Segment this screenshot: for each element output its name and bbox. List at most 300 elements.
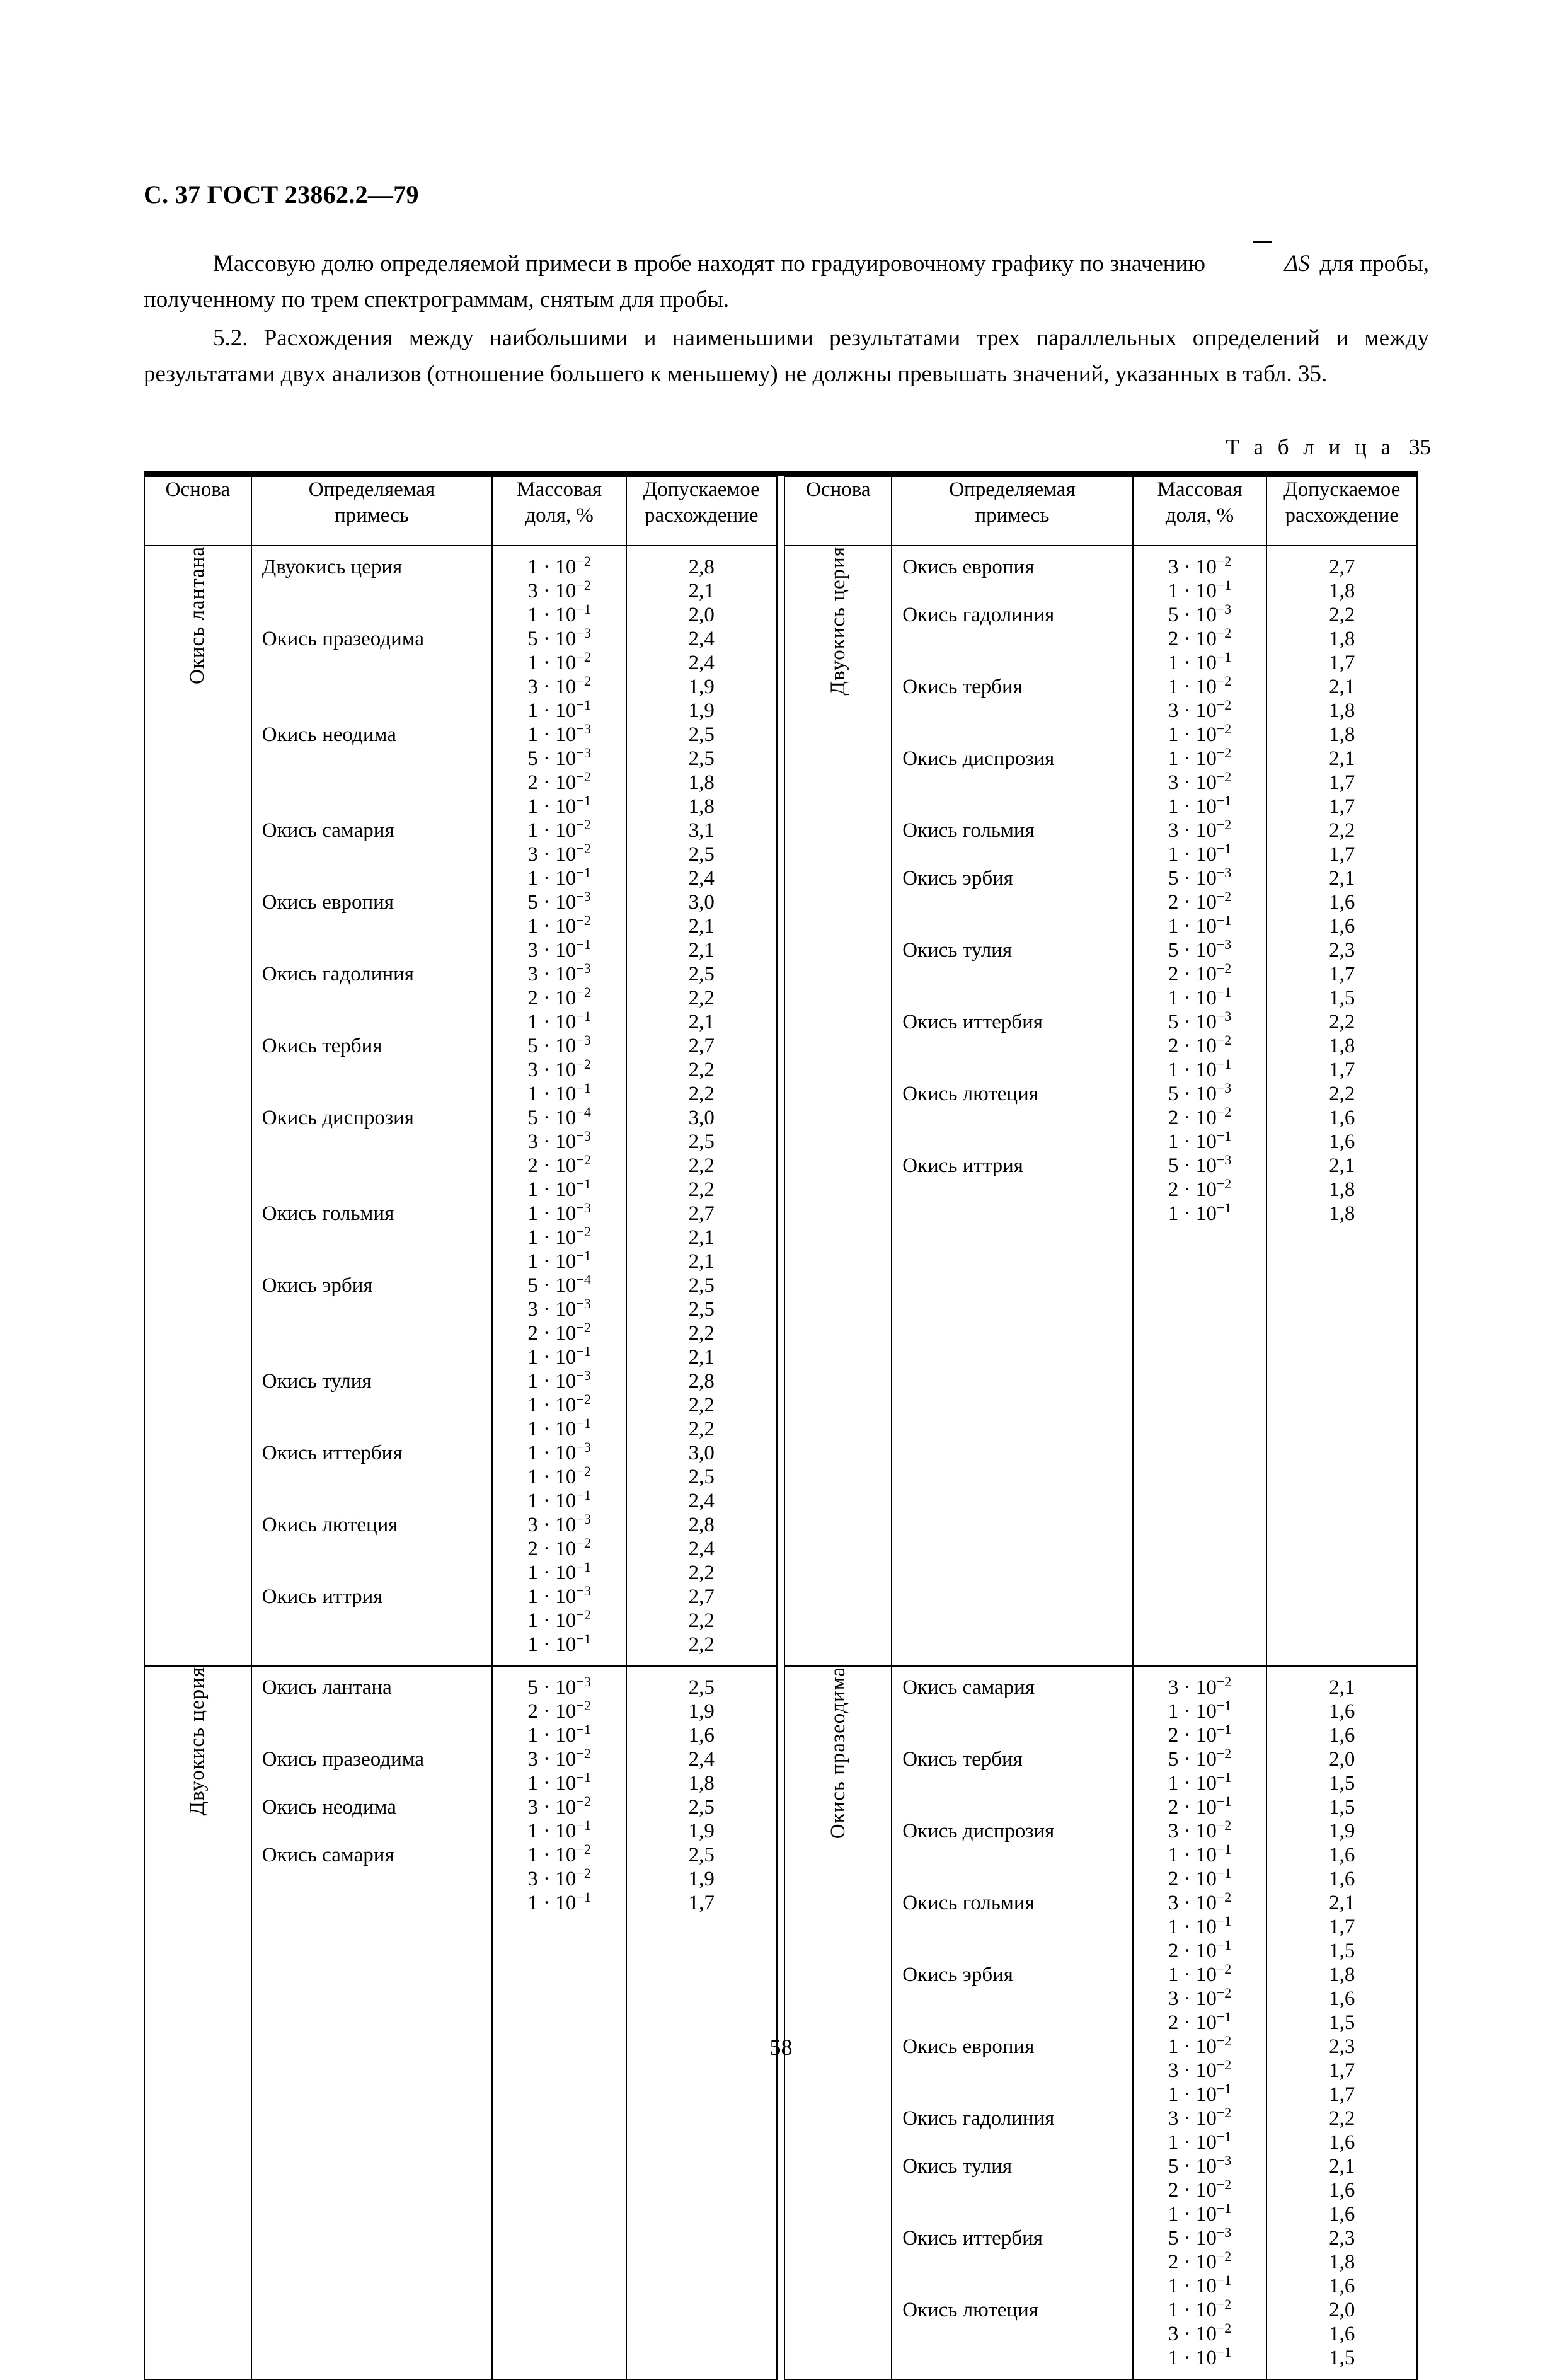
mass-fraction-value: $2 \cdot 10^{-2}$ [527,986,591,1009]
impurity-name: Окись диспрозия [902,1820,1055,1842]
mass-fraction-value: $2 \cdot 10^{-2}$ [1168,962,1232,986]
mass-fraction-value: $2 \cdot 10^{-2}$ [1168,627,1232,650]
impurity-name: Окись тулия [902,939,1013,962]
impurity-name [892,1915,1132,1939]
allowed-divergence-value: 1,9 [688,1868,715,1890]
impurity-name [892,795,1132,819]
impurity-name: Окись лантана [261,1676,392,1699]
impurity-name [892,1771,1132,1795]
allowed-divergence-value: 1,9 [688,1700,715,1723]
impurity-name [892,2130,1132,2154]
header-row [144,476,1417,546]
mass-fraction-value: $1 \cdot 10^{-1}$ [527,1723,591,1747]
impurity-name [892,2346,1132,2370]
mass-fraction-value: $2 \cdot 10^{-2}$ [1168,1106,1232,1129]
mass-fraction-value: $3 \cdot 10^{-2}$ [527,842,591,866]
mass-fraction-value: $5 \cdot 10^{-3}$ [527,890,591,914]
allowed-divergence-value: 2,5 [688,843,715,866]
allowed-divergence-value: 1,9 [688,1820,715,1842]
header-rash-right-line1: Допускаемое [1283,478,1401,501]
allowed-divergence-value: 1,5 [1329,1796,1355,1819]
mass-fraction-value: $1 \cdot 10^{-3}$ [527,1369,591,1393]
base-material-cell [144,1666,251,2379]
impurity-name [892,2322,1132,2346]
mass-fraction-value: $3 \cdot 10^{-2}$ [527,579,591,602]
impurity-name: Окись иттербия [902,1011,1043,1033]
impurity-column-left [251,1666,493,2379]
impurity-name: Окись тулия [902,2155,1013,2178]
allowed-divergence-value: 2,2 [688,987,715,1009]
mass-fraction-value: $5 \cdot 10^{-4}$ [527,1106,591,1129]
table-caption-number: 35 [1409,435,1431,459]
mass-fraction-value: $3 \cdot 10^{-2}$ [1168,1819,1232,1842]
impurity-name [892,651,1132,675]
mass-fraction-value: $2 \cdot 10^{-2}$ [527,771,591,794]
mass-fraction-value: $3 \cdot 10^{-2}$ [1168,1676,1232,1699]
mass-fraction-value: $1 \cdot 10^{-1}$ [1168,1202,1232,1225]
impurity-name [252,1561,492,1585]
allowed-divergence-value: 1,9 [1329,1820,1355,1842]
mass-fraction-value: $3 \cdot 10^{-2}$ [1168,555,1232,578]
mass-fraction-value: $5 \cdot 10^{-3}$ [527,1034,591,1057]
header-rash-left-line2: расхождение [645,504,759,527]
table-section-row [144,1666,1417,2379]
mass-fraction-value: $2 \cdot 10^{-1}$ [1168,1867,1232,1890]
mass-fraction-value: $1 \cdot 10^{-1}$ [1168,914,1232,938]
mass-fraction-value: $3 \cdot 10^{-2}$ [1168,1891,1232,1914]
impurity-name [892,890,1132,914]
mass-fraction-value: $3 \cdot 10^{-1}$ [527,938,591,962]
impurity-name: Окись лютеция [261,1514,398,1536]
impurity-name [252,771,492,795]
divergence-column-right [1266,546,1417,1666]
header-dolya-left-line2: доля, % [525,504,594,527]
allowed-divergence-value: 2,4 [688,1748,715,1771]
impurity-name [892,842,1132,866]
impurity-name [892,1178,1132,1202]
allowed-divergence-value: 2,0 [1329,2299,1355,2321]
allowed-divergence-value: 2,4 [688,867,715,890]
mass-fraction-column-right [1133,1666,1267,2379]
mass-fraction-value: $5 \cdot 10^{-3}$ [1168,2226,1232,2250]
allowed-divergence-value: 1,6 [1329,1107,1355,1129]
allowed-divergence-value: 1,7 [1329,1059,1355,1081]
header-dolya-right-line1: Массовая [1157,478,1243,501]
mass-fraction-value: $1 \cdot 10^{-3}$ [527,723,591,746]
allowed-divergence-value: 1,5 [1329,987,1355,1009]
impurity-name [892,1699,1132,1723]
impurity-name: Окись лютеция [902,1083,1038,1105]
mass-fraction-value: $1 \cdot 10^{-1}$ [527,795,591,818]
mass-fraction-value: $5 \cdot 10^{-3}$ [1168,1082,1232,1105]
allowed-divergence-value: 2,0 [1329,1748,1355,1771]
mass-fraction-column-left [492,1666,626,2379]
impurity-name [252,579,492,603]
mass-fraction-value: $1 \cdot 10^{-2}$ [527,1393,591,1417]
mass-fraction-value: $2 \cdot 10^{-2}$ [527,1154,591,1177]
impurity-column-right [892,546,1133,1666]
impurity-name [252,1771,492,1795]
allowed-divergence-value: 1,7 [1329,2059,1355,2082]
mass-fraction-value: $1 \cdot 10^{-2}$ [527,1843,591,1866]
allowed-divergence-value: 1,6 [1329,2323,1355,2345]
impurity-name: Двуокись церия [261,556,403,578]
allowed-divergence-value: 2,1 [688,580,715,602]
allowed-divergence-value: 2,7 [1329,556,1355,578]
allowed-divergence-value: 2,2 [688,1083,715,1105]
mass-fraction-value: $2 \cdot 10^{-2}$ [527,1537,591,1560]
allowed-divergence-value: 2,1 [1329,1154,1355,1177]
allowed-divergence-value: 2,5 [688,1466,715,1488]
impurity-name [892,2274,1132,2298]
allowed-divergence-value: 1,6 [1329,1844,1355,1866]
mass-fraction-value: $1 \cdot 10^{-2}$ [527,1226,591,1249]
mass-fraction-value: $5 \cdot 10^{-3}$ [1168,1154,1232,1177]
impurity-name [252,914,492,938]
impurity-name [892,1058,1132,1082]
mass-fraction-value: $1 \cdot 10^{-1}$ [527,1345,591,1369]
allowed-divergence-value: 3,0 [688,1442,715,1464]
impurity-name: Окись тербия [902,1748,1023,1771]
impurity-name [252,1609,492,1633]
impurity-name [892,1843,1132,1867]
impurity-name [252,1699,492,1723]
mass-fraction-value: $2 \cdot 10^{-2}$ [527,1321,591,1345]
header-dolya-left-line1: Массовая [517,478,602,501]
base-material-cell [144,546,251,1666]
allowed-divergence-value: 2,0 [688,604,715,626]
impurity-name: Окись гадолиния [261,963,414,986]
impurity-name: Окись диспрозия [902,747,1055,770]
mass-fraction-value: $3 \cdot 10^{-2}$ [1168,771,1232,794]
allowed-divergence-value: 3,0 [688,1107,715,1129]
impurity-name: Окись диспрозия [261,1107,414,1129]
impurity-name: Окись гадолиния [902,604,1055,626]
impurity-name [892,1939,1132,1963]
header-primes-left [251,476,493,546]
table-section-row [144,546,1417,1666]
mass-fraction-value: $1 \cdot 10^{-2}$ [527,651,591,674]
divergence-column-left [626,1666,777,2379]
mass-fraction-value: $1 \cdot 10^{-3}$ [527,1441,591,1464]
divergence-column-left [626,546,777,1666]
mass-fraction-value: $3 \cdot 10^{-2}$ [1168,1987,1232,2010]
allowed-divergence-value: 2,1 [1329,2155,1355,2178]
allowed-divergence-value: 1,8 [1329,628,1355,650]
impurity-name [252,986,492,1010]
impurity-name [252,1345,492,1369]
impurity-name: Окись иттрия [902,1154,1023,1177]
base-material-cell [784,1666,892,2379]
mass-fraction-value: $1 \cdot 10^{-1}$ [1168,1843,1232,1866]
impurity-name [892,914,1132,938]
impurity-name [892,2083,1132,2107]
impurity-name [892,1106,1132,1130]
allowed-divergence-value: 2,5 [688,1274,715,1297]
allowed-divergence-value: 2,1 [688,1250,715,1273]
page-number: 58 [769,2035,793,2060]
allowed-divergence-value: 2,7 [688,1035,715,1057]
mass-fraction-value: $3 \cdot 10^{-2}$ [527,1867,591,1890]
mass-fraction-value: $1 \cdot 10^{-1}$ [1168,2346,1232,2369]
impurity-name [892,2250,1132,2274]
allowed-divergence-value: 2,1 [688,1226,715,1249]
impurity-name: Окись европия [261,891,394,914]
impurity-name [252,1393,492,1417]
mass-fraction-value: $1 \cdot 10^{-3}$ [527,1202,591,1225]
mass-fraction-value: $1 \cdot 10^{-1}$ [527,1417,591,1440]
allowed-divergence-value: 1,8 [1329,699,1355,722]
allowed-divergence-value: 3,0 [688,891,715,914]
allowed-divergence-value: 1,8 [688,771,715,794]
impurity-name [892,771,1132,795]
impurity-name: Окись гольмия [902,819,1035,842]
allowed-divergence-value: 2,5 [688,723,715,746]
impurity-name [892,699,1132,723]
allowed-divergence-value: 1,6 [1329,1987,1355,2010]
allowed-divergence-value: 1,6 [1329,1700,1355,1723]
impurity-name [892,1130,1132,1154]
allowed-divergence-value: 2,2 [1329,2107,1355,2130]
impurity-name: Окись европия [902,2035,1035,2058]
mass-fraction-value: $5 \cdot 10^{-3}$ [1168,866,1232,890]
allowed-divergence-value: 1,6 [1329,2203,1355,2226]
mass-fraction-value: $5 \cdot 10^{-3}$ [527,1676,591,1699]
impurity-name: Окись празеодима [261,1748,425,1771]
allowed-divergence-value: 1,6 [1329,1724,1355,1747]
impurity-column-left [251,546,493,1666]
allowed-divergence-value: 1,6 [1329,915,1355,938]
allowed-divergence-value: 1,9 [688,699,715,722]
allowed-divergence-value: 2,7 [688,1585,715,1608]
table-35 [144,476,1418,2380]
allowed-divergence-value: 2,3 [1329,939,1355,962]
allowed-divergence-value: 2,1 [688,1346,715,1369]
allowed-divergence-value: 2,4 [688,652,715,674]
impurity-name [252,1723,492,1747]
allowed-divergence-value: 2,1 [1329,867,1355,890]
mass-fraction-value: $1 \cdot 10^{-1}$ [527,1819,591,1842]
paragraph-5-2: 5.2. Расхождения между наибольшими и наименьшими результатами трех параллельных определений и между результатами двух анализов (отношение большего к меньшему) не должны превышать значений, указанных в табл. 35. [144,325,1429,387]
impurity-name: Окись неодима [261,1796,396,1819]
allowed-divergence-value: 1,8 [688,795,715,818]
allowed-divergence-value: 2,5 [688,1298,715,1321]
impurity-name [252,1082,492,1106]
allowed-divergence-value: 1,8 [1329,1035,1355,1057]
mass-fraction-value: $1 \cdot 10^{-2}$ [1168,2298,1232,2321]
allowed-divergence-value: 2,2 [688,1178,715,1201]
header-primes-right [892,476,1133,546]
header-primes-left-line2: примесь [335,504,409,527]
impurity-name [252,1321,492,1345]
mass-fraction-value: $2 \cdot 10^{-2}$ [1168,2250,1232,2274]
mass-fraction-value: $1 \cdot 10^{-1}$ [527,1633,591,1656]
allowed-divergence-value: 1,8 [1329,1202,1355,1225]
impurity-name: Окись тербия [261,1035,382,1057]
mass-fraction-value: $1 \cdot 10^{-2}$ [1168,747,1232,770]
allowed-divergence-value: 2,4 [688,1490,715,1512]
allowed-divergence-value: 2,5 [688,963,715,986]
impurity-name [892,723,1132,747]
impurity-name [252,795,492,819]
header-rash-right-line2: расхождение [1285,504,1399,527]
allowed-divergence-value: 1,5 [1329,2347,1355,2369]
mass-fraction-value: $3 \cdot 10^{-2}$ [527,1795,591,1819]
allowed-divergence-value: 2,2 [688,1394,715,1417]
allowed-divergence-value: 2,2 [688,1322,715,1345]
allowed-divergence-value: 2,7 [688,1202,715,1225]
mass-fraction-value: $3 \cdot 10^{-2}$ [1168,699,1232,722]
allowed-divergence-value: 2,1 [1329,1892,1355,1914]
mass-fraction-value: $1 \cdot 10^{-2}$ [527,1465,591,1488]
allowed-divergence-value: 2,8 [688,1370,715,1393]
mass-fraction-value: $5 \cdot 10^{-3}$ [1168,1010,1232,1033]
allowed-divergence-value: 2,2 [1329,604,1355,626]
impurity-name [252,938,492,962]
allowed-divergence-value: 2,1 [688,939,715,962]
impurity-name: Окись эрбия [902,1963,1013,1986]
impurity-name: Окись эрбия [261,1274,373,1297]
allowed-divergence-value: 2,1 [1329,675,1355,698]
header-rashozhdenie-left [626,476,777,546]
allowed-divergence-value: 2,1 [688,915,715,938]
allowed-divergence-value: 1,6 [688,1724,715,1747]
mass-fraction-value: $5 \cdot 10^{-3}$ [1168,603,1232,626]
impurity-column-right [892,1666,1133,2379]
mass-fraction-value: $5 \cdot 10^{-4}$ [527,1273,591,1297]
impurity-name [252,1178,492,1202]
mass-fraction-value: $2 \cdot 10^{-2}$ [1168,2178,1232,2202]
mass-fraction-value: $3 \cdot 10^{-3}$ [527,962,591,986]
header-osnova-left: Основа [144,476,251,546]
impurity-name [252,1154,492,1178]
allowed-divergence-value: 1,6 [1329,1868,1355,1890]
allowed-divergence-value: 1,7 [1329,771,1355,794]
impurity-name: Окись гольмия [902,1892,1035,1914]
impurity-name: Окись гадолиния [902,2107,1055,2130]
impurity-name: Окись европия [902,556,1035,578]
mass-fraction-value: $3 \cdot 10^{-2}$ [527,1058,591,1081]
allowed-divergence-value: 2,2 [688,1418,715,1440]
impurity-name [252,1867,492,1891]
allowed-divergence-value: 1,8 [1329,580,1355,602]
mass-fraction-value: $3 \cdot 10^{-3}$ [527,1297,591,1321]
impurity-name [252,1130,492,1154]
allowed-divergence-value: 2,3 [1329,2227,1355,2250]
impurity-name: Окись неодима [261,723,396,746]
mass-fraction-value: $3 \cdot 10^{-2}$ [1168,2322,1232,2345]
impurity-name: Окись празеодима [261,628,425,650]
impurity-name [252,1417,492,1441]
impurity-name: Окись иттрия [261,1585,383,1608]
impurity-name [892,2011,1132,2035]
impurity-name [252,1010,492,1034]
table-caption [1226,435,1431,460]
mass-fraction-value: $1 \cdot 10^{-1}$ [1168,1699,1232,1723]
impurity-name [892,962,1132,986]
mass-fraction-column-left [492,546,626,1666]
header-primes-right-line1: Определяемая [949,478,1076,501]
allowed-divergence-value: 1,7 [1329,843,1355,866]
center-gutter [777,546,785,1666]
allowed-divergence-value: 1,8 [1329,1963,1355,1986]
impurity-name: Окись самария [261,819,394,842]
base-material-label: Окись лантана [186,546,209,685]
mass-fraction-value: $1 \cdot 10^{-1}$ [527,1082,591,1105]
header-rash-left-line1: Допускаемое [643,478,760,501]
impurity-name [252,747,492,771]
impurity-name: Окись иттербия [902,2227,1043,2250]
mass-fraction-value: $1 \cdot 10^{-1}$ [527,1561,591,1584]
allowed-divergence-value: 2,4 [688,1538,715,1560]
allowed-divergence-value: 1,7 [688,1892,715,1914]
mass-fraction-value: $1 \cdot 10^{-1}$ [1168,2202,1232,2226]
allowed-divergence-value: 2,5 [688,747,715,770]
allowed-divergence-value: 2,8 [688,1514,715,1536]
table-header [144,476,1417,546]
mass-fraction-value: $1 \cdot 10^{-1}$ [1168,842,1232,866]
allowed-divergence-value: 1,6 [1329,2131,1355,2154]
base-material-cell [784,546,892,1666]
running-head: С. 37 ГОСТ 23862.2—79 [144,180,419,209]
impurity-name [892,1202,1132,1226]
impurity-name: Окись самария [902,1676,1035,1699]
impurity-name: Окись эрбия [902,867,1013,890]
allowed-divergence-value: 2,2 [1329,1083,1355,1105]
allowed-divergence-value: 2,8 [688,556,715,578]
impurity-name [892,2178,1132,2202]
mass-fraction-value: $1 \cdot 10^{-2}$ [527,1609,591,1632]
allowed-divergence-value: 2,2 [688,1059,715,1081]
paragraph-5-1 [144,246,1429,318]
mass-fraction-value: $1 \cdot 10^{-2}$ [1168,723,1232,746]
header-dolya-right [1133,476,1267,546]
mass-fraction-value: $5 \cdot 10^{-3}$ [527,747,591,770]
impurity-name [252,1297,492,1321]
mass-fraction-value: $5 \cdot 10^{-3}$ [527,627,591,650]
impurity-name [252,842,492,866]
allowed-divergence-value: 1,7 [1329,795,1355,818]
table-35-wrapper [144,471,1418,2380]
header-rashozhdenie-right [1266,476,1417,546]
allowed-divergence-value: 1,5 [1329,2011,1355,2034]
mass-fraction-value: $1 \cdot 10^{-1}$ [527,866,591,890]
header-dolya-left [492,476,626,546]
impurity-name [892,986,1132,1010]
impurity-name [252,866,492,890]
base-material-label: Двуокись церия [826,546,849,696]
mass-fraction-value: $1 \cdot 10^{-1}$ [1168,2274,1232,2297]
paragraph-5-1-part2: для пробы, полученному по трем спектрограммам, снятым для пробы. [144,251,1430,313]
allowed-divergence-value: 2,1 [688,1011,715,1033]
mass-fraction-value: $1 \cdot 10^{-1}$ [527,1489,591,1512]
mass-fraction-value: $1 \cdot 10^{-1}$ [1168,1771,1232,1795]
mass-fraction-value: $1 \cdot 10^{-1}$ [1168,1915,1232,1938]
mass-fraction-value: $3 \cdot 10^{-3}$ [527,1130,591,1153]
mass-fraction-value: $1 \cdot 10^{-1}$ [527,1010,591,1033]
impurity-name: Окись тербия [902,675,1023,698]
mass-fraction-value: $1 \cdot 10^{-2}$ [527,819,591,842]
mass-fraction-value: $1 \cdot 10^{-1}$ [1168,579,1232,602]
mass-fraction-value: $3 \cdot 10^{-2}$ [1168,2107,1232,2130]
header-osnova-right: Основа [784,476,892,546]
divergence-column-right [1266,1666,1417,2379]
impurity-name [252,1819,492,1843]
mass-fraction-value: $2 \cdot 10^{-1}$ [1168,2011,1232,2034]
mass-fraction-value: $3 \cdot 10^{-2}$ [527,1747,591,1771]
mass-fraction-value: $1 \cdot 10^{-1}$ [1168,2130,1232,2154]
allowed-divergence-value: 2,2 [1329,819,1355,842]
